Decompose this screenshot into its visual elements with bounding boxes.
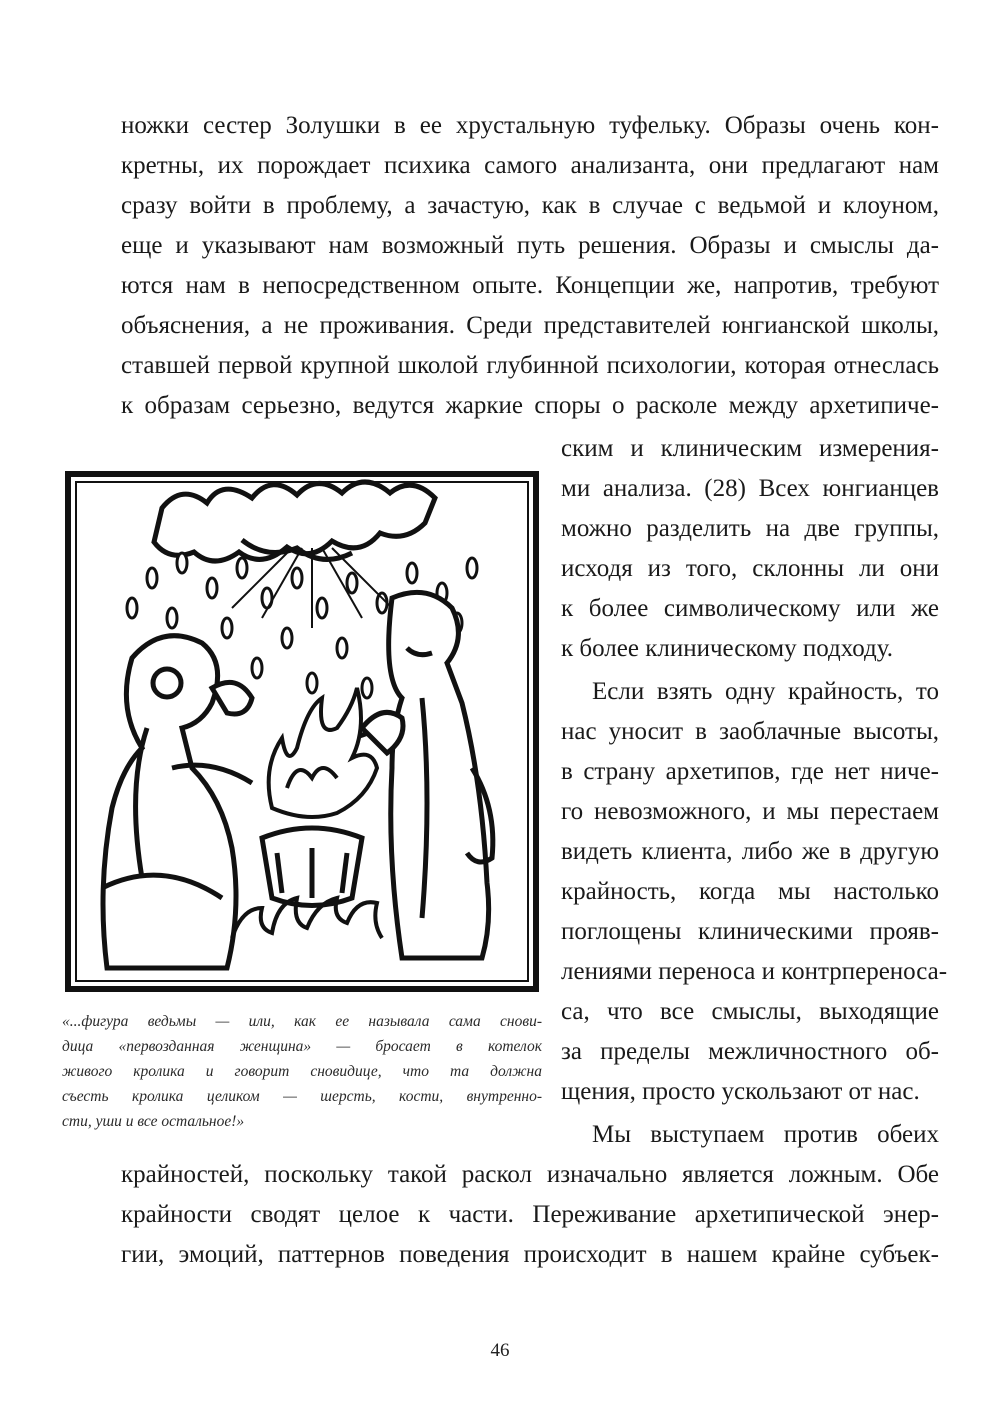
text-line: объяснения, а не проживания. Среди представителей юнгианской школы, [121, 312, 939, 339]
text-line: еще и указывают нам возможный путь решения. Образы и смыслы да- [121, 232, 939, 259]
text-line: ским и клиническим измерения- [561, 435, 939, 462]
text-line: поглощены клиническими прояв- [561, 918, 939, 945]
text-line: можно разделить на две группы, [561, 515, 939, 542]
text-line: крайности сводят целое к части. Переживание архетипической энер- [121, 1201, 939, 1228]
text-line: видеть клиента, либо же в другую [561, 838, 939, 865]
page-number: 46 [490, 1340, 510, 1361]
text-line: за пределы межличностного об- [561, 1038, 939, 1065]
text-line: ми анализа. (28) Всех юнгианцев [561, 475, 939, 502]
cauldron-icon [262, 828, 362, 906]
text-line: ставшей первой крупной школой глубинной психологии, которая отнеслась [121, 352, 939, 379]
text-line: к образам серьезно, ведутся жаркие споры о расколе между архетипиче- [121, 392, 939, 419]
text-line: в страну архетипов, где нет ниче- [561, 758, 939, 785]
text-line: крайностей, поскольку такой раскол изначально является ложным. Обе [121, 1161, 939, 1188]
text-line: Мы выступаем против обеих [592, 1121, 939, 1148]
caption-line: дица «первозданная женщина» — бросает в котелок [62, 1038, 542, 1055]
caption-line: съесть кролика целиком — шерсть, кости, внутренно- [62, 1088, 542, 1105]
witches-woodcut [62, 468, 542, 995]
text-line: кретны, их порождает психика самого анализанта, они предлагают нам [121, 152, 939, 179]
caption-line: живого кролика и говорит сновидице, что та должна [62, 1063, 542, 1080]
text-line: гии, эмоций, паттернов поведения происходит в нашем крайне субъек- [121, 1241, 939, 1268]
text-line: щения, просто ускользают от нас. [561, 1078, 920, 1105]
text-line: исходя из того, склонны ли они [561, 555, 939, 582]
text-line: са, что все смыслы, выходящие [561, 998, 939, 1025]
text-line: к более символическому или же [561, 595, 939, 622]
text-line: нас уносит в заоблачные высоты, [561, 718, 939, 745]
text-line: Если взять одну крайность, то [592, 678, 939, 705]
caption-line: сти, уши и все остальное!» [62, 1113, 245, 1130]
text-line: к более клиническому подходу. [561, 635, 893, 662]
text-line: ются нам в непосредственном опыте. Концепции же, напротив, требуют [121, 272, 939, 299]
text-line: сразу войти в проблему, а зачастую, как в случае с ведьмой и клоуном, [121, 192, 939, 219]
text-line: лениями переноса и контрпереноса- [561, 958, 948, 985]
caption-line: «...фигура ведьмы — или, как ее называла сама снови- [62, 1013, 542, 1030]
woodcut-illustration [62, 468, 542, 995]
text-line: ножки сестер Золушки в ее хрустальную туфельку. Образы очень кон- [121, 112, 939, 139]
text-line: го невозможного, и мы перестаем [561, 798, 939, 825]
text-line: крайность, когда мы настолько [561, 878, 939, 905]
